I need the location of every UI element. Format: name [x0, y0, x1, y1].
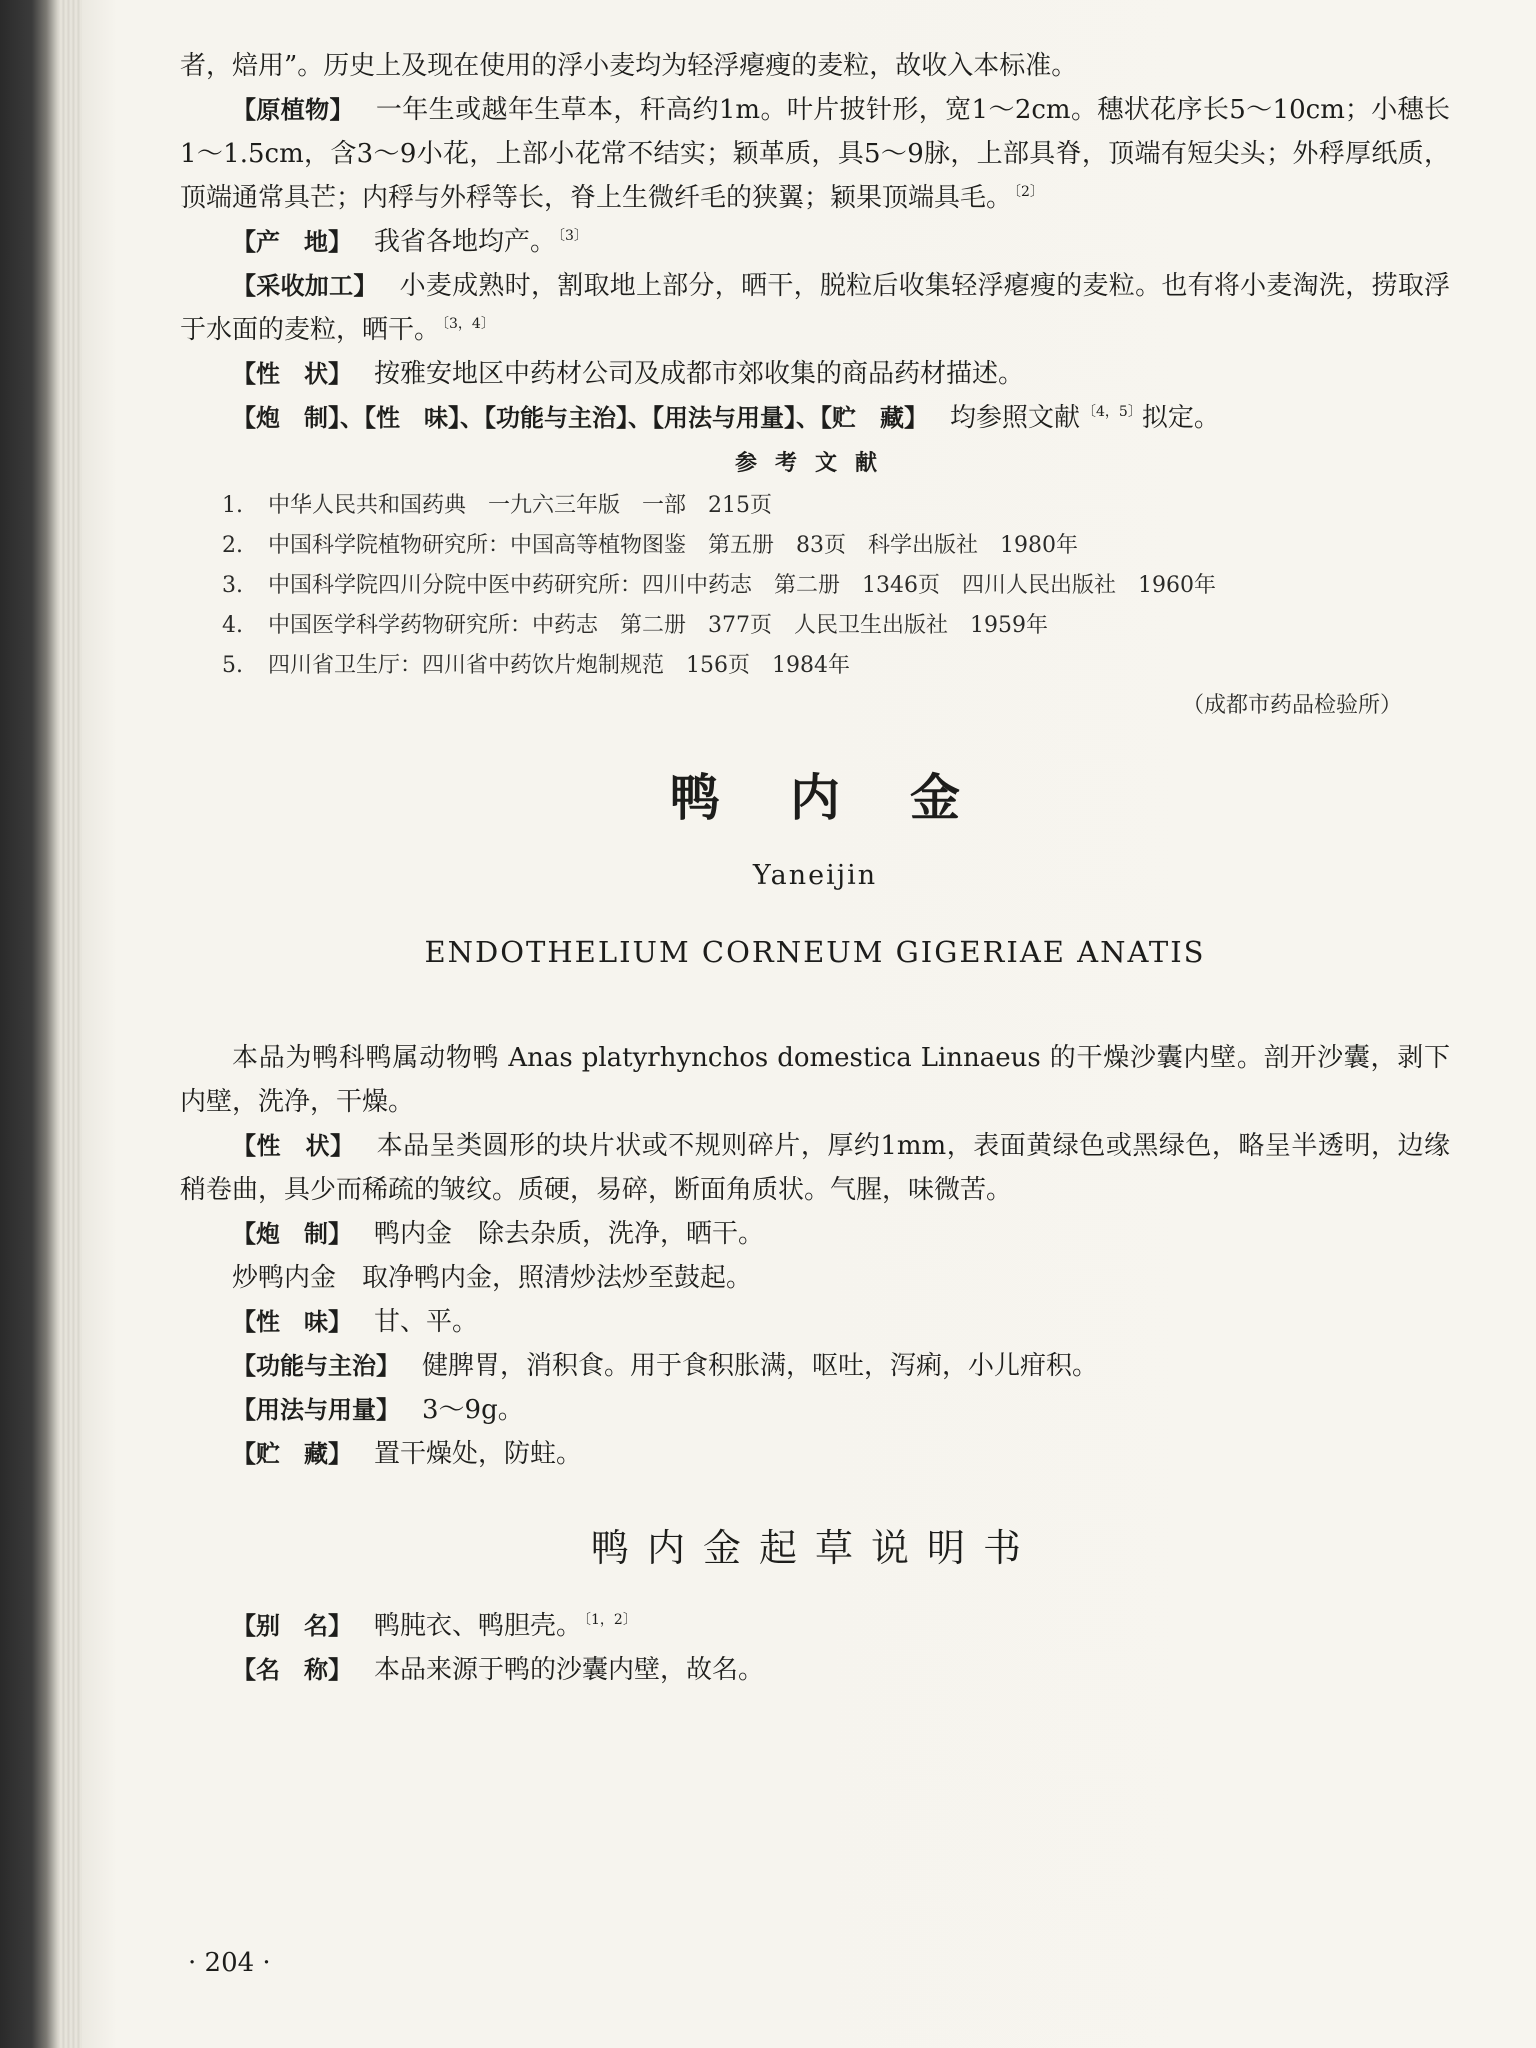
monograph-storage-label: 【贮 藏】: [232, 1440, 352, 1468]
monograph-taste-label: 【性 味】: [232, 1308, 352, 1336]
reference-text: 中国科学院四川分院中医中药研究所：四川中药志 第二册 1346页 四川人民出版社 1960年: [268, 573, 1216, 598]
other-text-b: 拟定。: [1141, 403, 1220, 433]
origin-text: 我省各地均产。: [374, 227, 557, 257]
reference-text: 四川省卫生厅：四川省中药饮片炮制规范 156页 1984年: [268, 653, 850, 678]
draft-alias-text: 鸭肫衣、鸭胆壳。: [374, 1611, 583, 1641]
origin-section: [180, 220, 1450, 264]
draft-alias: [180, 1604, 1450, 1648]
monograph-processing-text: 鸭内金 除去杂质，洗净，晒干。: [374, 1219, 765, 1249]
reference-number: 5.: [222, 653, 243, 678]
monograph-usage: [180, 1388, 1450, 1432]
reference-item: [222, 566, 1450, 606]
monograph-taste-text: 甘、平。: [374, 1307, 479, 1337]
harvest-text: 小麦成熟时，割取地上部分，晒干，脱粒后收集轻浮瘪瘦的麦粒。也有将小麦淘洗，捞取浮于水面的麦粒，晒干。: [180, 271, 1450, 345]
other-labels: 【炮 制】、【性 味】、【功能与主治】、【用法与用量】、【贮 藏】: [232, 404, 928, 432]
plant-ref: 〔2〕: [1014, 184, 1044, 200]
continued-paragraph: 者，焙用”。历史上及现在使用的浮小麦均为轻浮瘪瘦的麦粒，故收入本标准。: [180, 51, 1078, 81]
monograph-function-text: 健脾胃，消积食。用于食积胀满，呕吐，泻痢，小儿疳积。: [422, 1351, 1099, 1381]
reference-text: 中国医学科学药物研究所：中药志 第二册 377页 人民卫生出版社 1959年: [268, 613, 1048, 638]
page-number: · 204 ·: [188, 1948, 271, 1978]
description-section: [180, 352, 1450, 396]
monograph-storage-text: 置干燥处，防蛀。: [374, 1439, 583, 1469]
description-label: 【性 状】: [232, 360, 352, 388]
reference-item: [222, 486, 1450, 526]
institution-credit: （成都市药品检验所）: [1181, 693, 1402, 718]
monograph-usage-text: 3～9g。: [422, 1395, 524, 1425]
monograph-latin-name: ENDOTHELIUM CORNEUM GIGERIAE ANATIS: [424, 935, 1206, 969]
monograph-description-label: 【性 状】: [232, 1132, 355, 1160]
monograph-body: [180, 1036, 1450, 1476]
draft-name-text: 本品来源于鸭的沙囊内壁，故名。: [374, 1655, 765, 1685]
monograph-usage-label: 【用法与用量】: [232, 1396, 400, 1424]
origin-ref: 〔3〕: [558, 228, 588, 244]
draft-name: [180, 1648, 1450, 1692]
draft-name-label: 【名 称】: [232, 1656, 352, 1684]
origin-label: 【产 地】: [232, 228, 352, 256]
description-text: 按雅安地区中药材公司及成都市郊收集的商品药材描述。: [374, 359, 1025, 389]
reference-text: 中华人民共和国药典 一九六三年版 一部 215页: [268, 493, 772, 518]
monograph-taste: [180, 1300, 1450, 1344]
reference-number: 1.: [222, 493, 243, 518]
monograph-description: [180, 1124, 1450, 1212]
harvest-ref: 〔3，4〕: [442, 316, 495, 332]
reference-number: 2.: [222, 533, 243, 558]
harvest-section: [180, 264, 1450, 352]
reference-number: 4.: [222, 613, 243, 638]
other-sections: [180, 396, 1450, 440]
plant-label: 【原植物】: [232, 96, 354, 124]
page-content: [180, 44, 1450, 1692]
monograph-function: [180, 1344, 1450, 1388]
monograph-processing-fried: 炒鸭内金 取净鸭内金，照清炒法炒至鼓起。: [232, 1263, 753, 1293]
other-text-a: 均参照文献: [950, 403, 1081, 433]
harvest-label: 【采收加工】: [232, 272, 378, 300]
page-edge-stack: [58, 0, 82, 2048]
monograph-processing: [180, 1212, 1450, 1256]
draft-alias-ref: 〔1，2〕: [584, 1612, 637, 1628]
book-spine-shadow: [0, 0, 58, 2048]
monograph-pinyin: Yaneijin: [752, 860, 878, 891]
monograph-processing-label: 【炮 制】: [232, 1220, 352, 1248]
plant-section: [180, 88, 1450, 220]
reference-item: [222, 606, 1450, 646]
monograph-function-label: 【功能与主治】: [232, 1352, 400, 1380]
plant-text: 一年生或越年生草本，秆高约1m。叶片披针形，宽1～2cm。穗状花序长5～10cm；小穗长1～1.5cm，含3～9小花，上部小花常不结实；颖革质，具5～9脉，上部具脊，顶端有短尖头；外稃厚纸质，顶端通常具芒；内稃与外稃等长，脊上生微纤毛的狭翼；颖果顶端具毛。: [180, 95, 1451, 213]
references-list: [180, 486, 1450, 686]
reference-text: 中国科学院植物研究所：中国高等植物图鉴 第五册 83页 科学出版社 1980年: [268, 533, 1078, 558]
monograph-storage: [180, 1432, 1450, 1476]
reference-number: 3.: [222, 573, 243, 598]
monograph-title: 鸭内金: [670, 769, 1030, 827]
other-ref: 〔4，5〕: [1082, 404, 1142, 420]
draft-alias-label: 【别 名】: [232, 1612, 352, 1640]
monograph-intro: 本品为鸭科鸭属动物鸭 Anas platyrhynchos domestica Linnaeus 的干燥沙囊内壁。剖开沙囊，剥下内壁，洗净，干燥。: [180, 1043, 1450, 1117]
draft-title: 鸭内金起草说明书: [590, 1526, 1039, 1570]
monograph-description-text: 本品呈类圆形的块片状或不规则碎片，厚约1mm，表面黄绿色或黑绿色，略呈半透明，边缘稍卷曲，具少而稀疏的皱纹。质硬，易碎，断面角质状。气腥，味微苦。: [180, 1131, 1450, 1205]
reference-item: [222, 646, 1450, 686]
reference-item: [222, 526, 1450, 566]
references-title: 参考文献: [734, 451, 895, 476]
